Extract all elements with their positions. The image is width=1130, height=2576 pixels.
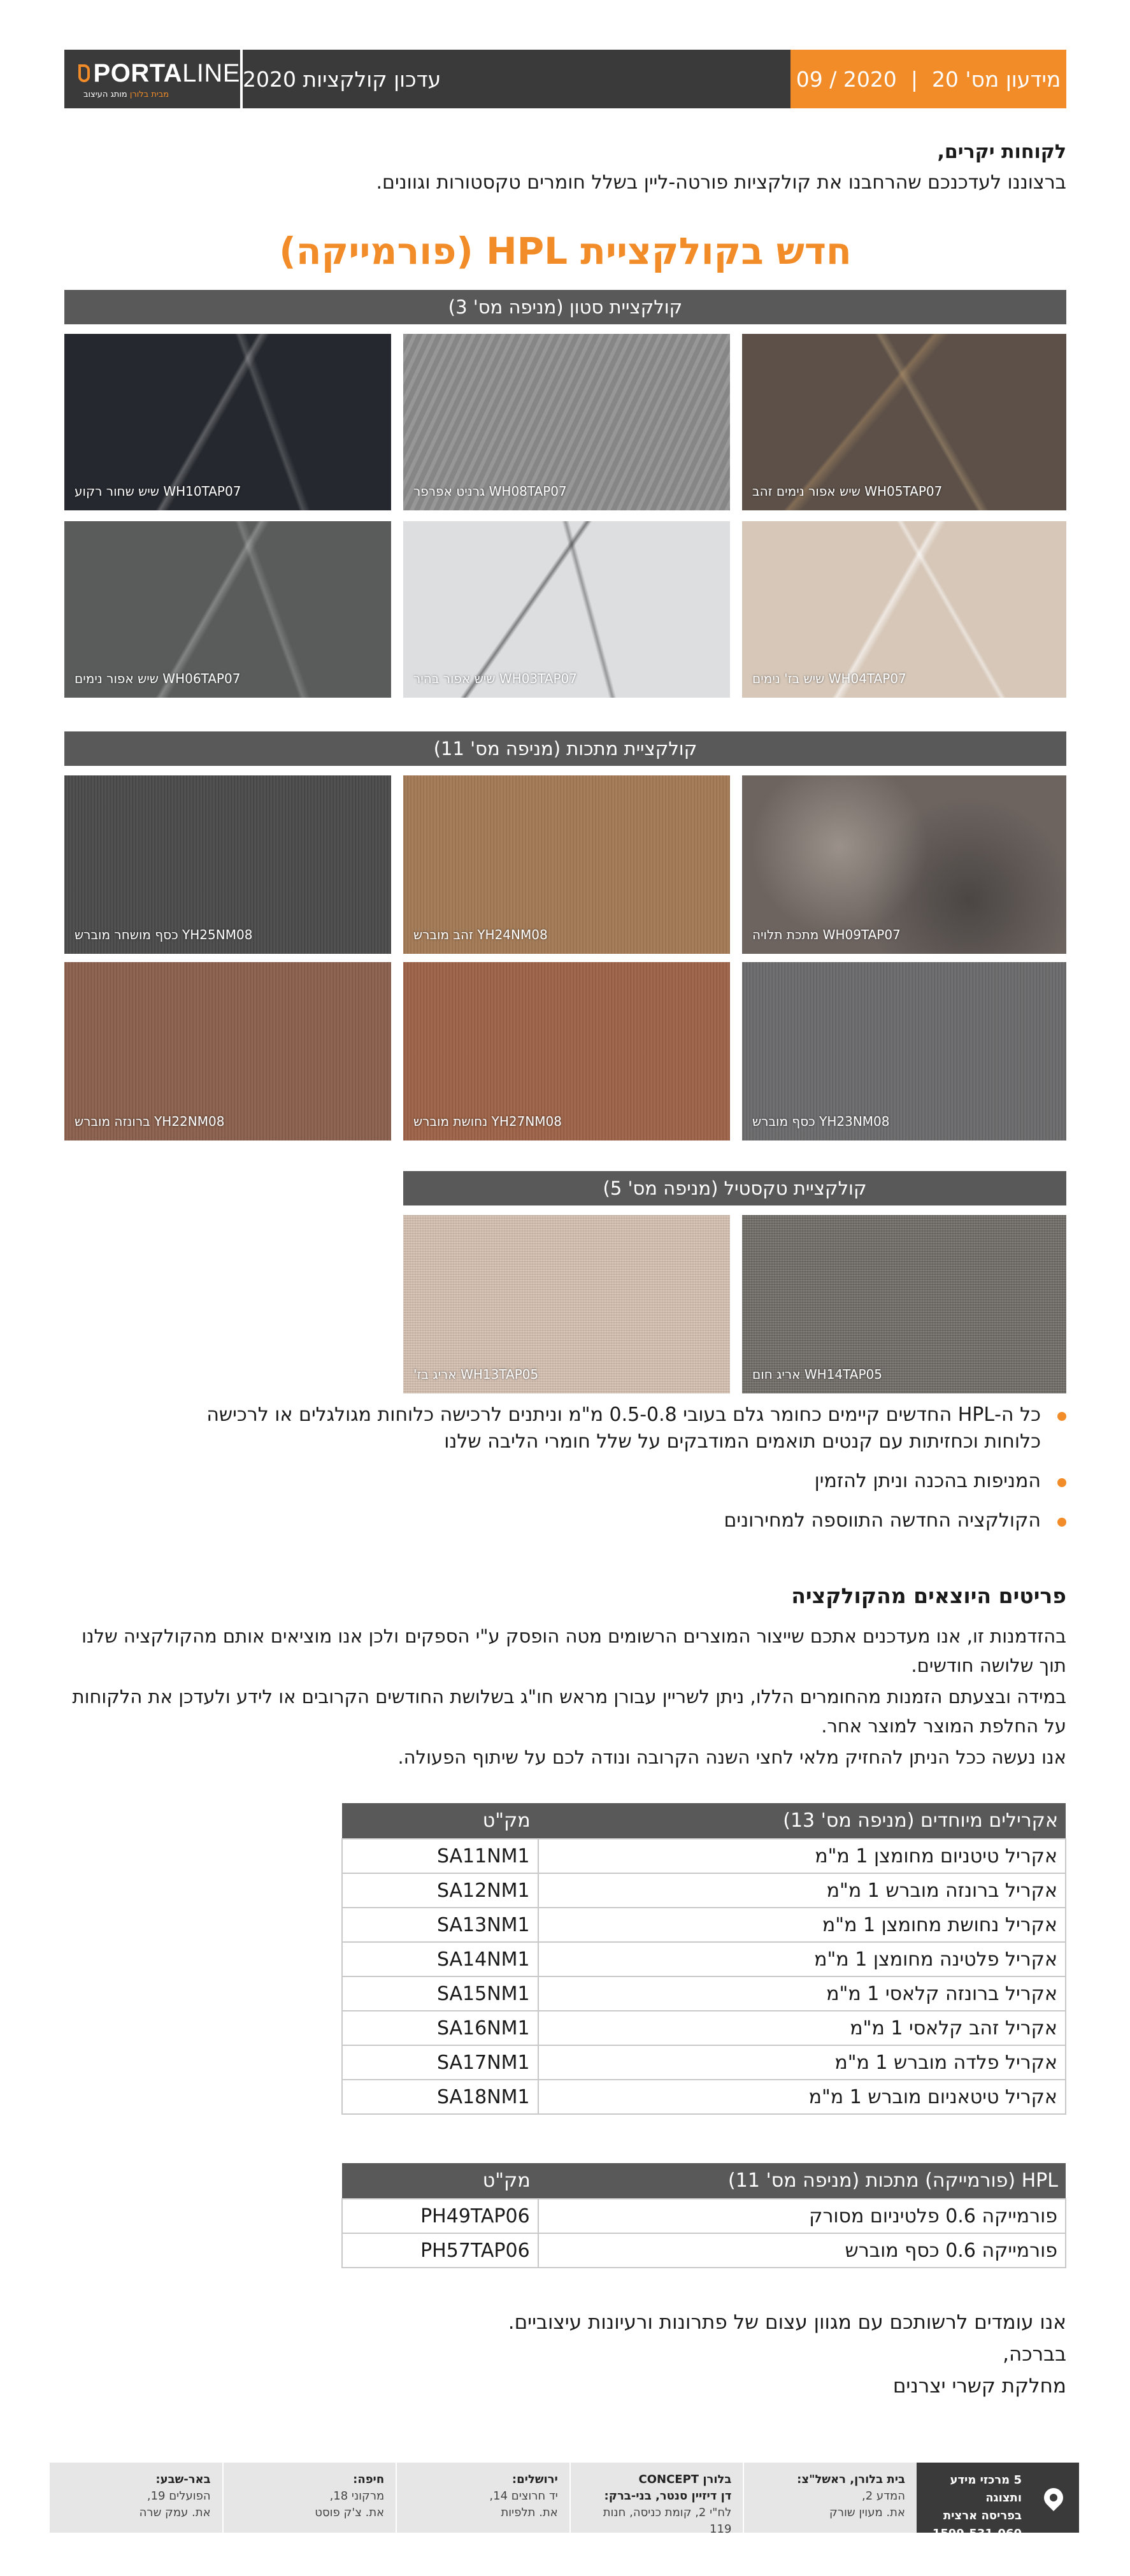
swatch-tile xyxy=(64,521,391,698)
swatch-tile xyxy=(742,521,1066,698)
table-cell: אקריל פלדה מוברש 1 מ"מ xyxy=(538,2045,1066,2080)
metal-collection-title: קולקציית מתכות (מניפה מס' 11) xyxy=(64,731,1066,766)
footer-branch xyxy=(222,2463,396,2533)
closing-line: מחלקת קשרי יצרנים xyxy=(892,2375,1066,2398)
swatch-tile xyxy=(742,1215,1066,1393)
swatch-caption: WH08TAP07 גרניט אפרפר xyxy=(413,484,567,499)
footer-branch xyxy=(569,2463,743,2536)
table-cell: אקריל זהב קלאסי 1 מ"מ xyxy=(538,2011,1066,2045)
table-row xyxy=(342,2080,1066,2114)
swatch-tile xyxy=(403,521,730,698)
greeting: לקוחות יקרים, xyxy=(937,141,1066,163)
swatch-tile xyxy=(742,334,1066,510)
branch-line: לח"י 2, קומת כניסה, חנות 119 xyxy=(603,2506,732,2536)
issue-label: מידעון מס' 20 xyxy=(931,66,1061,92)
branch-line: את. צ'ק פוסט xyxy=(315,2506,385,2519)
table-row xyxy=(342,1873,1066,1908)
logo-word-light: LINE xyxy=(182,59,240,87)
swatch-caption: WH03TAP07 שיש אפור בהיר xyxy=(413,671,577,686)
swatch-caption: YH24NM08 זהב מוברש xyxy=(413,927,548,942)
acrylic-table xyxy=(341,1803,1066,2115)
branch-line: את. תלפיות xyxy=(501,2506,558,2519)
swatch-tile xyxy=(64,962,391,1140)
branch-title: באר-שבע: xyxy=(155,2473,211,2486)
table-header: מק"ט xyxy=(342,1803,538,1839)
footer-intro xyxy=(917,2463,1028,2540)
textile-collection-title: קולקציית טקסטיל (מניפה מס' 5) xyxy=(403,1171,1066,1205)
footer-phone[interactable]: 1599-531-060 xyxy=(932,2527,1022,2540)
logo-tag-brand: מבית בלורן xyxy=(129,89,169,99)
table-cell: אקריל ברונזה קלאסי 1 מ"מ xyxy=(538,1976,1066,2011)
table-cell: פורמייקה 0.6 כסף מוברש xyxy=(538,2233,1066,2268)
branch-line: את. מעוין שורק xyxy=(829,2506,905,2519)
table-cell: SA13NM1 xyxy=(342,1908,538,1942)
table-cell: PH57TAP06 xyxy=(342,2233,538,2268)
paragraph: במידה ובצעתם הזמנות מהחומרים הללו, ניתן לשריין עבורן מראש חו"ג בשלושת החודשים הקרובים או לידע ולעדכן את הלקוחות על החלפת המוצר למוצר אחר. xyxy=(72,1686,1066,1737)
table-cell: פורמייקה 0.6 פלטיניום מסורק xyxy=(538,2199,1066,2233)
closing-line: אנו עומדים לרשותכם עם מגוון עצום של פתרונות ורעיונות עיצוביים. xyxy=(508,2311,1066,2334)
footer-intro-line: 5 מרכזי מידע ותצוגה xyxy=(950,2473,1022,2505)
branch-line: הפועלים 19, xyxy=(147,2489,211,2503)
table-row xyxy=(342,1942,1066,1976)
swatch-tile xyxy=(403,1215,730,1393)
table-header: מק"ט xyxy=(342,2163,538,2199)
branch-title: חיפה: xyxy=(353,2473,385,2486)
footer-branch xyxy=(743,2463,917,2533)
table-cell: SA17NM1 xyxy=(342,2045,538,2080)
swatch-caption: YH23NM08 כסף מוברש xyxy=(752,1114,890,1129)
swatch-caption: YH22NM08 ברונזה מוברש xyxy=(75,1114,225,1129)
feature-list xyxy=(175,1402,1066,1547)
swatch-tile xyxy=(742,962,1066,1140)
main-title: חדש בקולקציית HPL (פורמייקה) xyxy=(279,229,852,273)
table-cell: אקריל נחושת מחומצן 1 מ"מ xyxy=(538,1908,1066,1942)
table-header: HPL (פורמייקה) מתכות (מניפה מס' 11) xyxy=(538,2163,1066,2199)
list-item: המניפות בהכנה וניתן להזמין xyxy=(175,1468,1066,1495)
table-header: אקרילים מיוחדים (מניפה מס' 13) xyxy=(538,1803,1066,1839)
swatch-tile xyxy=(742,775,1066,954)
issue-date: 09 / 2020 xyxy=(796,66,897,92)
list-item: הקולקציה החדשה התווספה למחירונים xyxy=(175,1507,1066,1534)
list-item: כל ה-HPL החדשים קיימים כחומר גלם בעובי 0.5-0.8 מ"מ וניתנים לרכישה כלוחות מגולגלים או לרכישה כלוחות וכחזיתות עם קנטים תואמים המודבקים על שלל חומרי הליבה שלנו xyxy=(175,1402,1066,1455)
table-cell: PH49TAP06 xyxy=(342,2199,538,2233)
table-cell: אקריל טיטאניום מוברש 1 מ"מ xyxy=(538,2080,1066,2114)
swatch-tile xyxy=(64,775,391,954)
table-cell: SA11NM1 xyxy=(342,1839,538,1873)
branch-title: בית בלורן, ראשל"צ: xyxy=(797,2473,905,2486)
intro xyxy=(64,137,1066,198)
swatch-caption: WH14TAP05 אריג חום xyxy=(752,1367,882,1382)
swatch-caption: WH06TAP07 שיש אפור נימים xyxy=(75,671,241,686)
table-cell: אקריל טיטניום מחומצן 1 מ"מ xyxy=(538,1839,1066,1873)
paragraph: בהזדמנות זו, אנו מעדכנים אתכם שייצור המוצרים הרשומים מטה הופסק ע"י הספקים ולכן אנו מוציאים אותם מהקולקציה שלנו תוך שלושה חודשים. xyxy=(82,1625,1066,1676)
logo-tag-light: מותג העיצוב xyxy=(83,89,127,99)
intro-text: ברצוננו לעדכנכם שהרחבנו את קולקציות פורטה-ליין בשלל חומרים טקסטורות וגוונים. xyxy=(376,171,1066,194)
portaline-logo-icon xyxy=(78,64,90,82)
swatch-caption: WH04TAP07 שיש בז' נימים xyxy=(752,671,906,686)
closing-line: בברכה, xyxy=(1003,2343,1066,2366)
table-cell: SA18NM1 xyxy=(342,2080,538,2114)
branch-line: יד חרוצים 14, xyxy=(489,2489,558,2503)
footer xyxy=(50,2463,1079,2540)
swatch-caption: WH09TAP07 מתכת תלויה xyxy=(752,927,901,942)
branch-line: את. עמק שרה xyxy=(139,2506,211,2519)
swatch-caption: YH27NM08 נחושת מוברש xyxy=(413,1114,562,1129)
issue-separator: | xyxy=(910,66,918,92)
table-row xyxy=(342,2199,1066,2233)
closing xyxy=(508,2306,1066,2402)
footer-branch xyxy=(50,2463,222,2533)
table-cell: אקריל ברונזה מוברש 1 מ"מ xyxy=(538,1873,1066,1908)
location-pin-icon xyxy=(1040,2484,1067,2511)
swatch-tile xyxy=(403,334,730,510)
branch-title: בלורן CONCEPT xyxy=(638,2473,732,2486)
portaline-logo xyxy=(64,50,240,108)
table-cell: SA16NM1 xyxy=(342,2011,538,2045)
swatch-tile xyxy=(403,775,730,954)
table-row xyxy=(342,1839,1066,1873)
issue-info xyxy=(790,50,1066,108)
discontinued-title: פריטים היוצאים מהקולקציה xyxy=(791,1583,1066,1608)
branch-line: מרקוני 18, xyxy=(329,2489,385,2503)
table-cell: SA15NM1 xyxy=(342,1976,538,2011)
branch-line: דן דיזיין סנטר, בני-ברק: xyxy=(604,2489,732,2503)
footer-intro-line: בפריסה ארצית xyxy=(943,2509,1022,2522)
table-row xyxy=(342,1976,1066,2011)
branch-line: המדע 2, xyxy=(862,2489,905,2503)
table-row xyxy=(342,2011,1066,2045)
swatch-tile xyxy=(64,334,391,510)
paragraph: אנו נעשה ככל הניתן להחזיק מלאי לחצי השנה הקרובה ונודה לכם על שיתוף הפעולה. xyxy=(397,1746,1066,1768)
swatch-caption: YH25NM08 כסף מושחר מוברש xyxy=(75,927,253,942)
table-cell: אקריל פלטינה מחומצן 1 מ"מ xyxy=(538,1942,1066,1976)
footer-branch xyxy=(396,2463,569,2533)
swatch-caption: WH13TAP05 אריג בז' xyxy=(413,1367,539,1382)
hpl-table xyxy=(341,2163,1066,2268)
footer-pin-box xyxy=(1028,2463,1079,2533)
table-cell: SA12NM1 xyxy=(342,1873,538,1908)
swatch-caption: WH10TAP07 שיש שחור רקוע xyxy=(75,484,241,499)
table-row xyxy=(342,2233,1066,2268)
table-row xyxy=(342,1908,1066,1942)
swatch-caption: WH05TAP07 שיש אפור נימים זהב xyxy=(752,484,943,499)
logo-word-bold: PORTA xyxy=(93,59,183,87)
table-cell: SA14NM1 xyxy=(342,1942,538,1976)
newsletter-title: עדכון קולקציות 2020 xyxy=(240,50,790,108)
branch-title: ירושלים: xyxy=(511,2473,558,2486)
stone-collection-title: קולקציית סטון (מניפה מס' 3) xyxy=(64,290,1066,324)
table-row xyxy=(342,2045,1066,2080)
swatch-tile xyxy=(403,962,730,1140)
page-header xyxy=(64,50,1066,108)
